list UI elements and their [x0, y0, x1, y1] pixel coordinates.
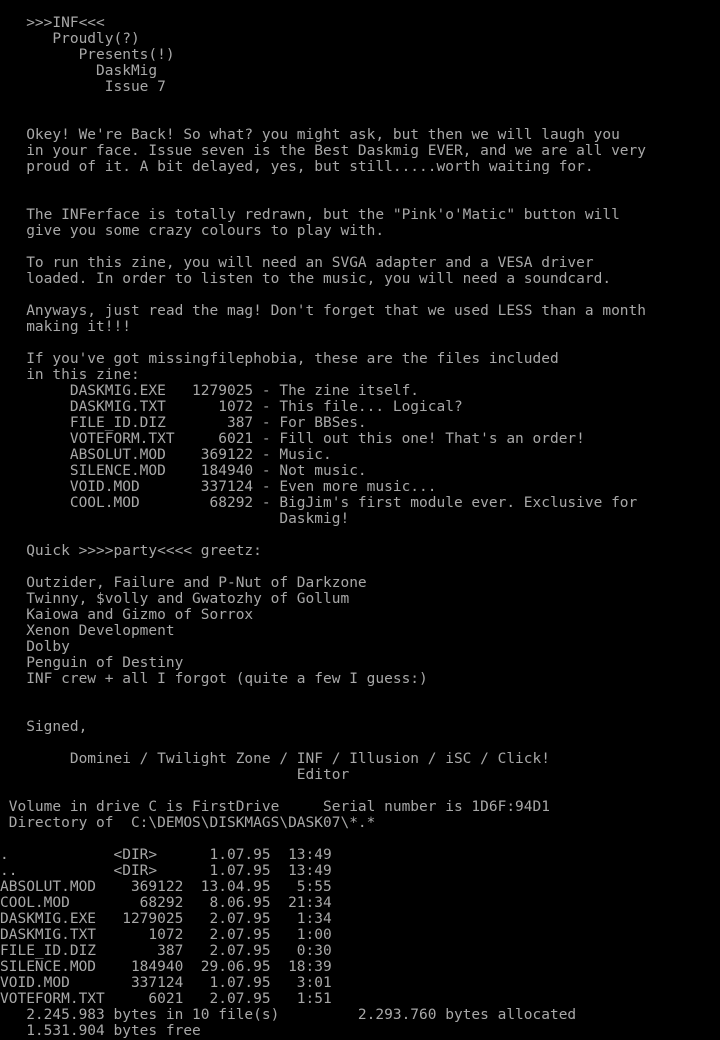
- console-line: If you've got missingfilephobia, these are the files included: [0, 351, 559, 367]
- console-line: SILENCE.MOD 184940 29.06.95 18:39: [0, 959, 332, 975]
- console-line: The INFerface is totally redrawn, but the "Pink'o'Matic" button will: [0, 207, 620, 223]
- console-line: Daskmig!: [0, 511, 350, 527]
- console-line: Issue 7: [0, 79, 166, 95]
- console-line: COOL.MOD 68292 8.06.95 21:34: [0, 895, 332, 911]
- console-line: VOID.MOD 337124 1.07.95 3:01: [0, 975, 332, 991]
- console-line: Kaiowa and Gizmo of Sorrox: [0, 607, 254, 623]
- console-line: To run this zine, you will need an SVGA adapter and a VESA driver: [0, 255, 594, 271]
- console-line: give you some crazy colours to play with.: [0, 223, 385, 239]
- console-line: ABSOLUT.MOD 369122 13.04.95 5:55: [0, 879, 332, 895]
- console-line: . <DIR> 1.07.95 13:49: [0, 847, 332, 863]
- console-line: 2.245.983 bytes in 10 file(s) 2.293.760 bytes allocated: [0, 1007, 577, 1023]
- console-line: Dominei / Twilight Zone / INF / Illusion / iSC / Click!: [0, 751, 550, 767]
- console-line: Anyways, just read the mag! Don't forget that we used LESS than a month: [0, 303, 647, 319]
- console-line: SILENCE.MOD 184940 - Not music.: [0, 463, 367, 479]
- console-line: ABSOLUT.MOD 369122 - Music.: [0, 447, 332, 463]
- console-line: Proudly(?): [0, 31, 140, 47]
- console-line: Dolby: [0, 639, 70, 655]
- console-line: DASKMIG.TXT 1072 - This file... Logical?: [0, 399, 463, 415]
- console-line: VOID.MOD 337124 - Even more music...: [0, 479, 437, 495]
- console-line: VOTEFORM.TXT 6021 2.07.95 1:51: [0, 991, 332, 1007]
- console-line: Editor: [0, 767, 350, 783]
- console-line: Directory of C:\DEMOS\DISKMAGS\DASK07\*.*: [0, 815, 376, 831]
- console-line: VOTEFORM.TXT 6021 - Fill out this one! That's an order!: [0, 431, 585, 447]
- console-line: Quick >>>>party<<<< greetz:: [0, 543, 262, 559]
- console-line: in this zine:: [0, 367, 140, 383]
- console-line: Penguin of Destiny: [0, 655, 184, 671]
- console-line: COOL.MOD 68292 - BigJim's first module ever. Exclusive for: [0, 495, 638, 511]
- console-line: Okey! We're Back! So what? you might ask, but then we will laugh you: [0, 127, 620, 143]
- console-line: Volume in drive C is FirstDrive Serial number is 1D6F:94D1: [0, 799, 550, 815]
- console-line: .. <DIR> 1.07.95 13:49: [0, 863, 332, 879]
- console-line: Presents(!): [0, 47, 175, 63]
- console-line: Twinny, $volly and Gwatozhy of Gollum: [0, 591, 350, 607]
- console-line: INF crew + all I forgot (quite a few I guess:): [0, 671, 428, 687]
- console-line: FILE_ID.DIZ 387 2.07.95 0:30: [0, 943, 332, 959]
- console-line: FILE_ID.DIZ 387 - For BBSes.: [0, 415, 367, 431]
- console-line: DaskMig: [0, 63, 158, 79]
- console-line: loaded. In order to listen to the music, you will need a soundcard.: [0, 271, 612, 287]
- console-line: Outzider, Failure and P-Nut of Darkzone: [0, 575, 367, 591]
- console-line: Signed,: [0, 719, 88, 735]
- console-line: in your face. Issue seven is the Best Daskmig EVER, and we are all very: [0, 143, 647, 159]
- console-line: >>>INF<<<: [0, 15, 105, 31]
- console-line: DASKMIG.EXE 1279025 2.07.95 1:34: [0, 911, 332, 927]
- console-line: making it!!!: [0, 319, 131, 335]
- console-line: proud of it. A bit delayed, yes, but still.....worth waiting for.: [0, 159, 594, 175]
- console-line: Xenon Development: [0, 623, 175, 639]
- console-line: 1.531.904 bytes free: [0, 1023, 201, 1039]
- console-line: DASKMIG.EXE 1279025 - The zine itself.: [0, 383, 420, 399]
- console-line: DASKMIG.TXT 1072 2.07.95 1:00: [0, 927, 332, 943]
